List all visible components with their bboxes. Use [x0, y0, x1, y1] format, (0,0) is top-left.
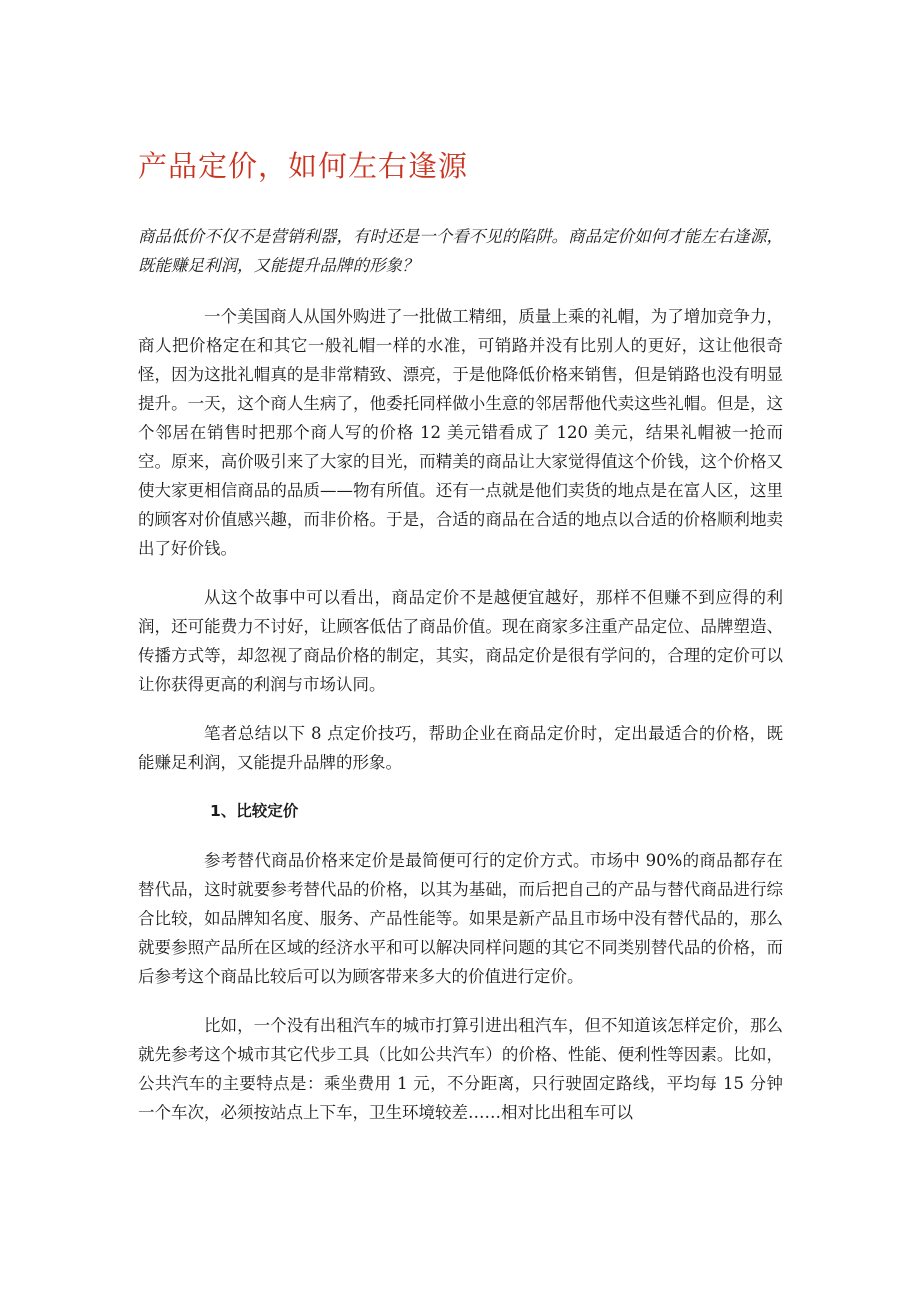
article-title: 产品定价，如何左右逢源 — [138, 149, 469, 183]
section-1-paragraph-1: 参考替代商品价格来定价是最简便可行的定价方式。市场中 90%的商品都存在替代品，这时就要参考替代品的价格，以其为基础，而后把自己的产品与替代商品进行综合比较，如品牌知名度、服务、产品性能等。如果是新产品且市场中没有替代品的，那么就要参照产品所在区域的经济水平和可以解决同样问题的其它不同类别替代品的价格，而后参考这个商品比较后可以为顾客带来多大的价值进行定价。 — [138, 851, 783, 986]
paragraph-1: 一个美国商人从国外购进了一批做工精细，质量上乘的礼帽，为了增加竞争力，商人把价格定在和其它一般礼帽一样的水准，可销路并没有比别人的更好，这让他很奇怪，因为这批礼帽真的是非常精致、漂亮，于是他降低价格来销售，但是销路也没有明显提升。一天，这个商人生病了，他委托同样做小生意的邻居帮他代卖这些礼帽。但是，这个邻居在销售时把那个商人写的价格 12 美元错看成了 120 美元，结果礼帽被一抢而空。原来，高价吸引来了大家的目光，而精美的商品让大家觉得值这个价钱，这个价格又使大家更相信商品的品质——物有所值。还有一点就是他们卖货的地点是在富人区，这里的顾客对价值感兴趣，而非价格。于是，合适的商品在合适的地点以合适的价格顺利地卖出了好价钱。 — [138, 307, 783, 558]
paragraph-3: 笔者总结以下 8 点定价技巧，帮助企业在商品定价时，定出最适合的价格，既能赚足利润，又能提升品牌的形象。 — [138, 724, 783, 772]
section-heading-1: 1、比较定价 — [210, 802, 299, 820]
article-lead: 商品低价不仅不是营销利器，有时还是一个看不见的陷阱。商品定价如何才能左右逢源，既能赚足利润，又能提升品牌的形象？ — [138, 227, 783, 275]
document-page — [138, 146, 783, 1147]
paragraph-2: 从这个故事中可以看出，商品定价不是越便宜越好，那样不但赚不到应得的利润，还可能费力不讨好，让顾客低估了商品价值。现在商家多注重产品定位、品牌塑造、传播方式等，却忽视了商品价格的制定，其实，商品定价是很有学问的，合理的定价可以让你获得更高的利润与市场认同。 — [138, 588, 783, 694]
section-1-paragraph-2: 比如，一个没有出租汽车的城市打算引进出租汽车，但不知道该怎样定价，那么就先参考这个城市其它代步工具（比如公共汽车）的价格、性能、便利性等因素。比如，公共汽车的主要特点是：乘坐费用 1 元，不分距离，只行驶固定路线，平均每 15 分钟一个车次，必须按站点上下车，卫生环境较差……相对比出租车可以 — [138, 1016, 783, 1122]
